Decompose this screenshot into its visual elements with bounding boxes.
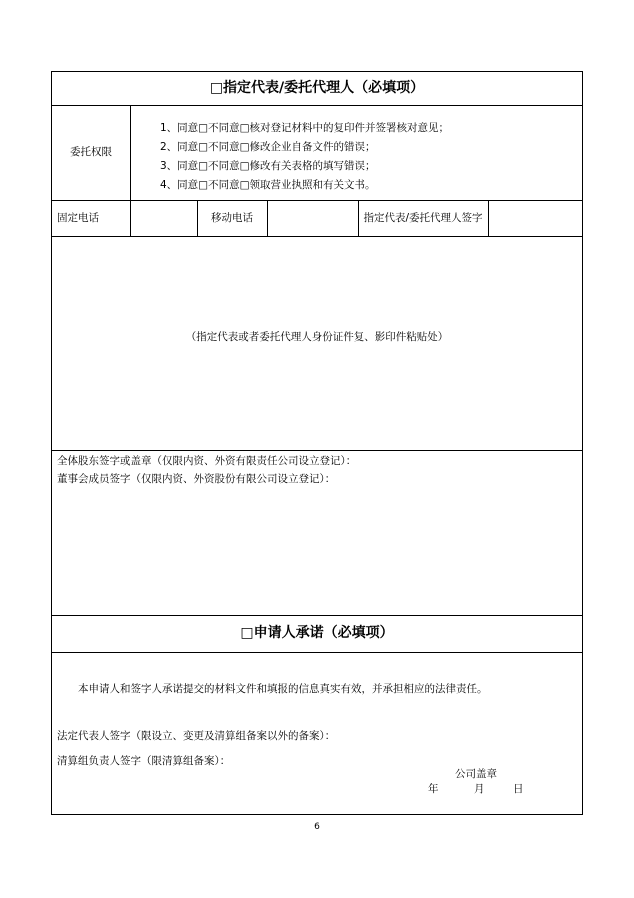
liquidation-leader-signature-label: 清算组负责人签字（限清算组备案）：: [57, 755, 231, 767]
date-month-label: 月: [474, 783, 485, 795]
table-divider: [52, 236, 582, 237]
fixed-phone-field: [131, 200, 197, 236]
commitment-statement: 本申请人和签字人承诺提交的材料文件和填报的信息真实有效，并承担相应的法律责任。: [78, 683, 488, 695]
date-year-label: 年: [428, 783, 439, 795]
authority-item: 4、同意□不同意□领取营业执照和有关文书。: [160, 179, 376, 191]
section-title-designated-representative: □指定代表/委托代理人（必填项）: [209, 80, 425, 96]
signature-field: [489, 200, 582, 236]
section-title-applicant-commitment: □申请人承诺（必填项）: [240, 625, 394, 641]
authority-items-list: [160, 119, 449, 195]
registration-form-table: [51, 71, 583, 815]
authority-item: 1、同意□不同意□核对登记材料中的复印件并签署核对意见；: [160, 122, 450, 134]
authority-label: 委托权限: [70, 146, 112, 158]
shareholders-signature-label: 全体股东签字或盖章（仅限内资、外资有限责任公司设立登记）：: [57, 455, 357, 467]
fixed-phone-label: 固定电话: [57, 212, 99, 224]
page-number: 6: [314, 822, 320, 832]
date-day-label: 日: [513, 783, 524, 795]
mobile-phone-label: 移动电话: [211, 212, 253, 224]
authority-item: 3、同意□不同意□修改有关表格的填写错误；: [160, 160, 376, 172]
mobile-phone-field: [268, 200, 358, 236]
signature-label: 指定代表/委托代理人签字: [363, 212, 483, 224]
authority-item: 2、同意□不同意□修改企业自备文件的错误；: [160, 141, 376, 153]
board-signature-label: 董事会成员签字（仅限内资、外资股份有限公司设立登记）：: [57, 473, 336, 485]
company-seal-label: 公司盖章: [455, 768, 497, 780]
table-divider: [52, 105, 582, 106]
legal-representative-signature-label: 法定代表人签字（限设立、变更及清算组备案以外的备案）：: [57, 730, 336, 742]
table-divider: [52, 450, 582, 451]
id-paste-area-note: （指定代表或者委托代理人身份证件复、影印件粘贴处）: [185, 331, 449, 343]
table-divider: [52, 652, 582, 653]
